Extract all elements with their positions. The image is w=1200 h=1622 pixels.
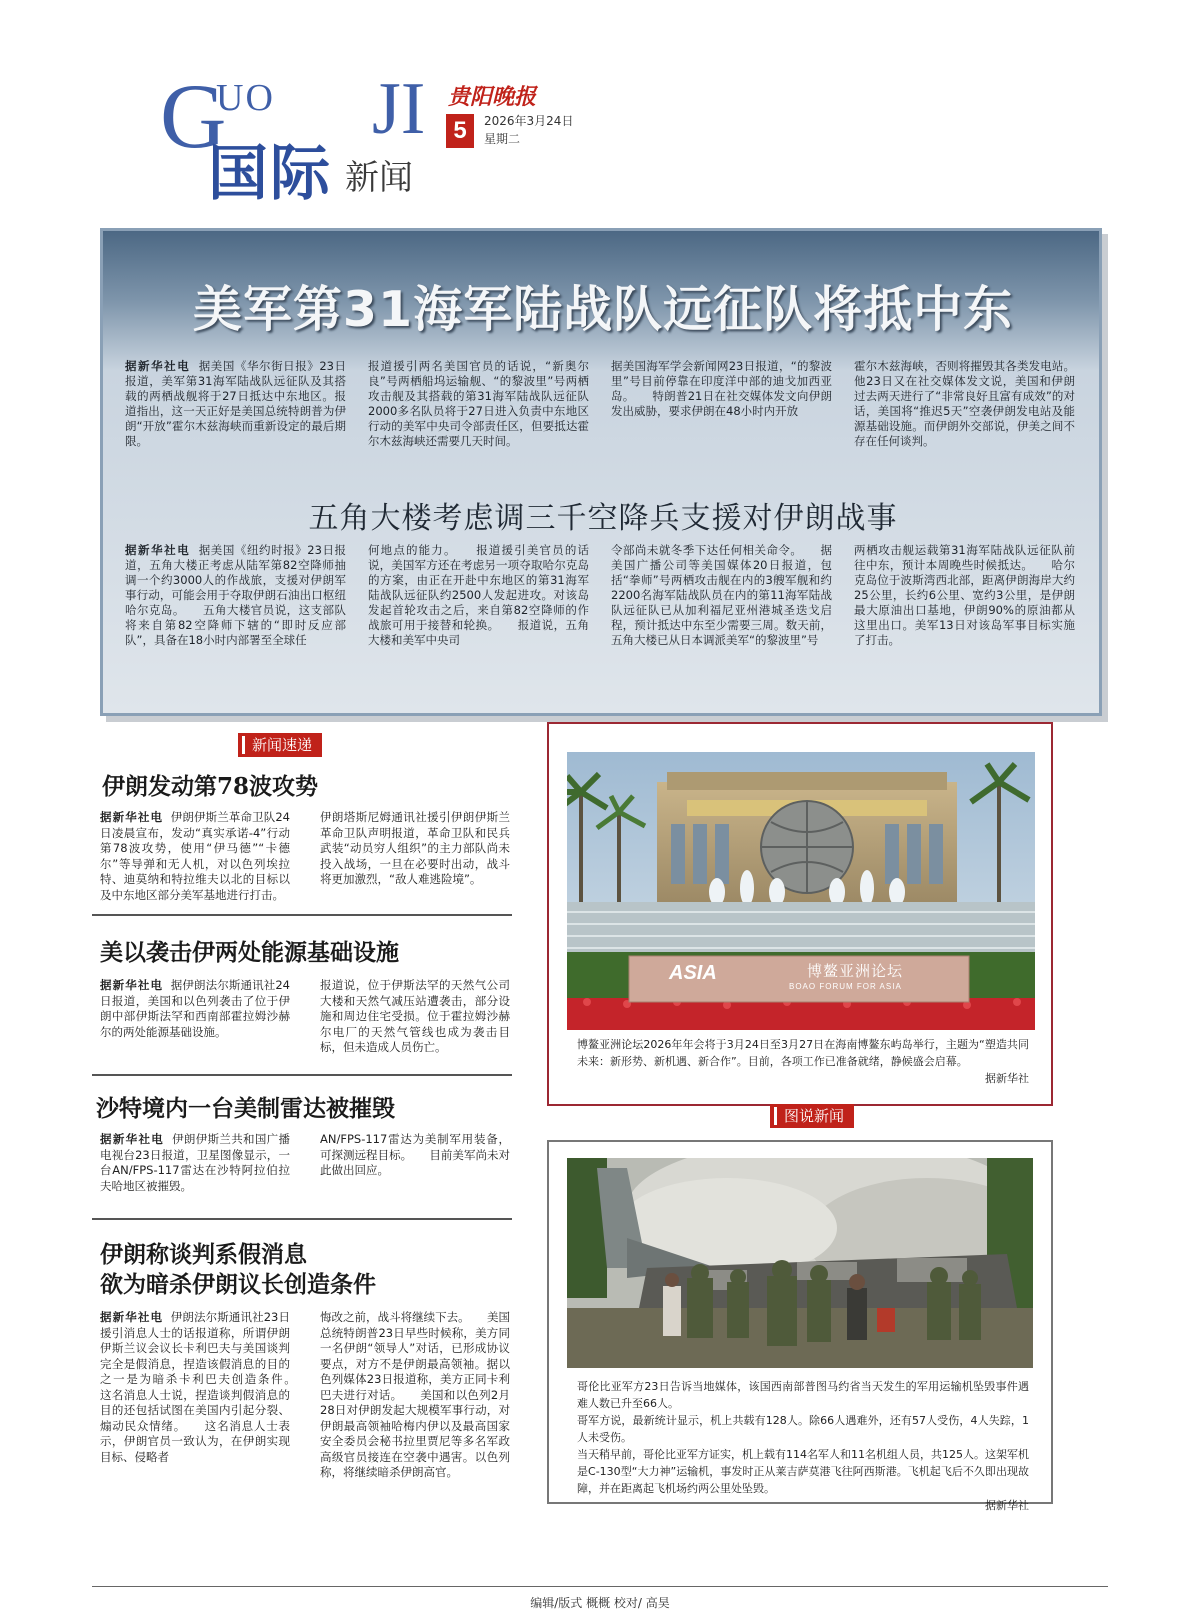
article-column: 据新华社电 据伊朗法尔斯通讯社24日报道，美国和以色列袭击了位于伊朗中部伊斯法罕和西南部霍拉姆沙赫尔的两处能源基础设施。 (100, 978, 291, 1039)
brief-headline: 沙特境内一台美制雷达被摧毁 (96, 1095, 395, 1122)
article-column: 何地点的能力。 报道援引美官员的话说，美国军方还在考虑另一项夺取哈尔克岛的方案，由正在开赴中东地区的第31海军陆战队远征队约2500人发起进攻。对该岛发起首轮攻击之后，来自第82空降师的作战旅可用于接替和轮换。 报道说，五角大楼和美军中央司 (368, 543, 589, 647)
lead-story-box (100, 228, 1102, 716)
article-column: 据美国海军学会新闻网23日报道，“的黎波里”号目前停靠在印度洋中部的迪戈加西亚岛。 特朗普21日在社交媒体发文向伊朗发出威胁，要求伊朗在48小时内开放 (611, 359, 832, 418)
article-column: 据新华社电 据美国《纽约时报》23日报道，五角大楼正考虑从陆军第82空降师抽调一个约3000人的作战旅，支援对伊朗军事行动，可能会用于夺取伊朗石油出口枢纽哈尔克岛。 五角大楼官员说，这支部队将来自第82空降师下辖的“即时反应部队”，具备在18小时内部署至全球任 (125, 543, 347, 647)
article-column: 报道说，位于伊斯法罕的天然气公司大楼和天然气减压站遭袭击，部分设施和周边住宅受损。位于霍拉姆沙赫尔电厂的天然气管线也成为袭击目标，但未造成人员伤亡。 (320, 978, 510, 1054)
article-column: 据新华社电 伊朗法尔斯通讯社23日援引消息人士的话报道称，所谓伊朗伊斯兰议会议长卡利巴夫与美国谈判完全是假消息，捏造该假消息的目的之一是为暗杀卡利巴夫创造条件。 这名消息人士说，捏造谈判假消息的目的还包括试图在美国内引起分裂、煽动民众情绪。 这名消息人士表示，伊朗官员一致认为，在伊朗实现目标、侵略者 (100, 1310, 313, 1464)
brief-body (100, 1132, 510, 1194)
byline: 据新华社电 (100, 1132, 165, 1146)
sign-chinese-text: 博鳌亚洲论坛 (807, 962, 904, 980)
page-number: 5 (446, 114, 474, 148)
photo-credit: 据新华社 (985, 1499, 1029, 1512)
article-column: 据新华社电 据美国《华尔街日报》23日报道，美军第31海军陆战队远征队及其搭载的两栖战舰将于27日抵达中东地区。报道指出，这一天正好是美国总统特朗普为伊朗“开放”霍尔木兹海峡而重新设定的最后期限。 (125, 359, 347, 448)
section-title: 国际 (208, 139, 332, 209)
brief-headline: 伊朗发动第78波攻势 (102, 773, 319, 800)
brief-body (100, 978, 510, 1056)
divider (92, 1218, 512, 1220)
article-column: 令部尚未就冬季下达任何相关命令。 据美国广播公司等美国媒体20日报道，包括“拳师”号两栖攻击舰在内的3艘军舰和约2200名海军陆战队员在内的第11海军陆战队远征队已从加利福尼亚州港城圣迭戈启程，预计抵达中东至少需要三周。数天前，五角大楼已从日本调派美军“的黎波里”号 (611, 543, 832, 647)
logo-letter-g: G (160, 65, 221, 167)
photo-box-boao (547, 722, 1053, 1106)
byline: 据新华社电 (125, 359, 191, 373)
logo-letters-ji: JI (372, 68, 426, 150)
footer-rule (92, 1586, 1108, 1587)
byline: 据新华社电 (125, 543, 191, 557)
article-column: 报道援引两名美国官员的话说，“新奥尔良”号两栖船坞运输舰、“的黎波里”号两栖攻击舰及其搭载的第31海军陆战队远征队2000多名队员将于27日进入负责中东地区行动的美军中央司令部责任区，但要抵达霍尔木兹海峡还需要几天时间。 (368, 359, 589, 448)
sign-asia-text: ASIA (669, 962, 717, 984)
photo-box-crash (547, 1140, 1053, 1512)
sign-english-text: BOAO FORUM FOR ASIA (789, 982, 902, 991)
brief-body (100, 810, 510, 903)
section-tag-news-brief: 新闻速递 (238, 733, 322, 757)
byline: 据新华社电 (100, 1310, 164, 1324)
article-column: 霍尔木兹海峡，否则将摧毁其各类发电站。他23日又在社交媒体发文说，美国和伊朗过去两天进行了“非常良好且富有成效”的对话，美国将“推迟5天”空袭伊朗发电站及能源基础设施。而伊朗外交部说，伊美之间不存在任何谈判。 (854, 359, 1075, 448)
editor-credits: 编辑/版式 概概 校对/ 高昊 (530, 1596, 670, 1610)
issue-weekday: 星期二 (484, 132, 521, 146)
section-subtitle: 新闻 (345, 158, 413, 198)
brief-headline: 美以袭击伊两处能源基础设施 (100, 939, 399, 966)
section-tag-photo-news: 图说新闻 (770, 1104, 854, 1128)
newspaper-name: 贵阳晚报 (448, 84, 537, 110)
photo-caption: 博鳌亚洲论坛2026年年会将于3月24日至3月27日在海南博鳌东屿岛举行，主题为“塑造共同未来：新形势、新机遇、新合作”。目前，各项工作已准备就绪，静候盛会启幕。 据新华社 (577, 1038, 1029, 1085)
issue-date-block (484, 112, 573, 148)
lead-article-body (125, 359, 1075, 449)
divider (92, 1074, 512, 1076)
logo-letters-uo: UO (216, 77, 275, 119)
article-column: 据新华社电 伊朗伊斯兰共和国广播电视台23日报道，卫星图像显示，一台AN/FPS-117雷达在沙特阿拉伯拉夫哈地区被摧毁。 (100, 1132, 291, 1193)
byline: 据新华社电 (100, 810, 164, 824)
lead-headline: 美军第31海军陆战队远征队将抵中东 (192, 281, 1014, 338)
photo-caption: 哥伦比亚军方23日告诉当地媒体，该国西南部普图马约省当天发生的军用运输机坠毁事件遇难人数已升至66人。 哥军方说，最新统计显示，机上共载有128人。除66人遇难外，还有57人受伤，4人失踪，1人未受伤。 当天稍早前，哥伦比亚军方证实，机上载有114名军人和11名机组人员，共125人。这架军机是C-130型“大力神”运输机，事发时正从莱吉萨莫港飞往阿西斯港。飞机起飞后不久即出现故障，并在距离起飞机场约两公里处坠毁。 据新华社 (577, 1380, 1029, 1512)
article-column: 悔改之前，战斗将继续下去。 美国总统特朗普23日早些时候称，美方同一名伊朗“领导人”对话，已形成协议要点，对方不是伊朗最高领袖。据以色列媒体23日报道称，美方正同卡利巴夫进行对话。 美国和以色列2月28日对伊朗发起大规模军事行动，对伊朗最高领袖哈梅内伊以及最高国家安全委员会秘书拉里贾尼等多名军政高级官员接连在空袭中遇害。以色列称，将继续暗杀伊朗高官。 (320, 1310, 510, 1479)
article-column: AN/FPS-117雷达为美制军用装备，可探测远程目标。 目前美军尚未对此做出回应。 (320, 1132, 510, 1177)
article-column: 伊朗塔斯尼姆通讯社援引伊朗伊斯兰革命卫队声明报道，革命卫队和民兵武装“动员穷人组织”的主力部队尚未投入战场，一旦在必要时出动，战斗将更加激烈，“敌人难逃险境”。 (320, 810, 510, 886)
photo-credit: 据新华社 (985, 1072, 1029, 1085)
second-headline: 五角大楼考虑调三千空降兵支援对伊朗战事 (308, 501, 898, 536)
issue-date: 2026年3月24日 (484, 114, 574, 128)
second-article-body (125, 543, 1075, 648)
brief-body (100, 1310, 510, 1481)
byline: 据新华社电 (100, 978, 164, 992)
crash-site-photo (567, 1158, 1033, 1368)
divider (92, 914, 512, 916)
article-column: 据新华社电 伊朗伊斯兰革命卫队24日凌晨宣布，发动“真实承诺-4”行动第78波攻势，使用“伊马德”“卡德尔”等导弹和无人机，对以色列埃拉特、迪莫纳和特拉维夫以北的目标以及中东地区部分美军基地进行打击。 (100, 810, 291, 902)
brief-headline: 伊朗称谈判系假消息 欲为暗杀伊朗议长创造条件 (100, 1241, 376, 1298)
article-column: 两栖攻击舰运载第31海军陆战队远征队前往中东，预计本周晚些时候抵达。 哈尔克岛位于波斯湾西北部，距离伊朗海岸大约25公里，长约6公里、宽约3公里，是伊朗最大原油出口基地，伊朗90%的原油都从这里出口。美军13日对该岛军事目标实施了打击。 (854, 543, 1075, 647)
